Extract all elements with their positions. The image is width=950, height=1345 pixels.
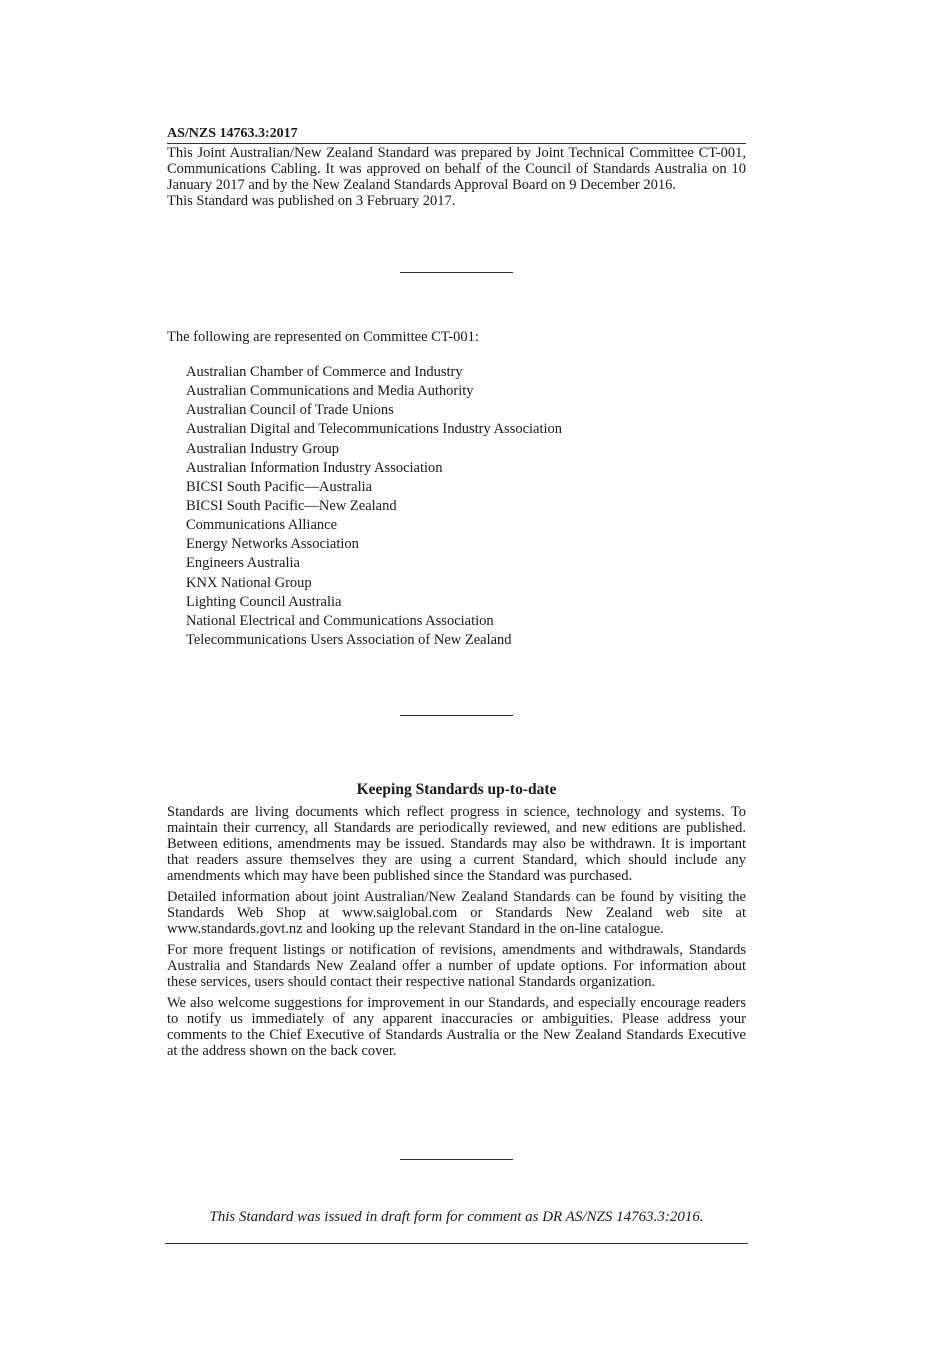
committee-member: Lighting Council Australia: [186, 593, 342, 610]
section-separator: [400, 272, 513, 273]
intro-paragraph: This Joint Australian/New Zealand Standard was prepared by Joint Technical Committee CT-001, Communications Cabling. It was approved on behalf of the Council of Standards Australia on 10 January 2017 and by the New Zealand Standards Approval Board on 9 December 2016.: [167, 145, 746, 193]
draft-note: This Standard was issued in draft form for comment as DR AS/NZS 14763.3:2016.: [209, 1209, 704, 1225]
standard-id: AS/NZS 14763.3:2017: [167, 126, 298, 141]
committee-member: BICSI South Pacific—Australia: [186, 478, 373, 495]
section-separator: [400, 715, 513, 716]
section-separator: [400, 1159, 513, 1160]
body-paragraph: Detailed information about joint Australian/New Zealand Standards can be found by visiting the Standards Web Shop at www.saiglobal.com or Standards New Zealand web site at www.standards.govt.nz and looking up the relevant Standard in the on-line catalogue.: [167, 889, 746, 937]
committee-heading: The following are represented on Committee CT-001:: [167, 329, 479, 345]
keeping-standards-title: Keeping Standards up-to-date: [356, 781, 557, 798]
committee-member: Australian Information Industry Association: [186, 459, 443, 476]
committee-member: Telecommunications Users Association of New Zealand: [186, 631, 512, 648]
committee-member: Communications Alliance: [186, 517, 338, 534]
committee-member: Australian Industry Group: [186, 440, 340, 457]
body-paragraph: We also welcome suggestions for improvement in our Standards, and especially encourage readers to notify us immediately of any apparent inaccuracies or ambiguities. Please address your comments to the Chief Executive of Standards Australia or the New Zealand Standards Executive at the address shown on the back cover.: [167, 995, 746, 1059]
committee-member: Australian Council of Trade Unions: [186, 402, 394, 419]
committee-member: Australian Digital and Telecommunications Industry Association: [186, 421, 563, 438]
committee-member: Engineers Australia: [186, 555, 300, 572]
committee-member: KNX National Group: [186, 574, 312, 591]
committee-member: BICSI South Pacific—New Zealand: [186, 497, 397, 514]
keeping-standards-body: [167, 804, 746, 1064]
footer-rule: [165, 1243, 748, 1244]
committee-member-list: [186, 363, 562, 650]
publication-date-paragraph: This Standard was published on 3 February 2017.: [167, 193, 456, 209]
committee-member: Australian Communications and Media Authority: [186, 383, 474, 400]
intro-block: [167, 145, 746, 209]
body-paragraph: Standards are living documents which reflect progress in science, technology and systems. To maintain their currency, all Standards are periodically reviewed, and new editions are published. Between editions, amendments may be issued. Standards may also be withdrawn. It is important that readers assure themselves they are using a current Standard, which should include any amendments which may have been published since the Standard was purchased.: [167, 804, 746, 884]
committee-member: National Electrical and Communications Association: [186, 612, 494, 629]
committee-member: Energy Networks Association: [186, 536, 359, 553]
header-rule: [167, 143, 746, 144]
body-paragraph: For more frequent listings or notification of revisions, amendments and withdrawals, Standards Australia and Standards New Zealand offer a number of update options. For information about these services, users should contact their respective national Standards organization.: [167, 942, 746, 990]
committee-member: Australian Chamber of Commerce and Industry: [186, 364, 463, 380]
